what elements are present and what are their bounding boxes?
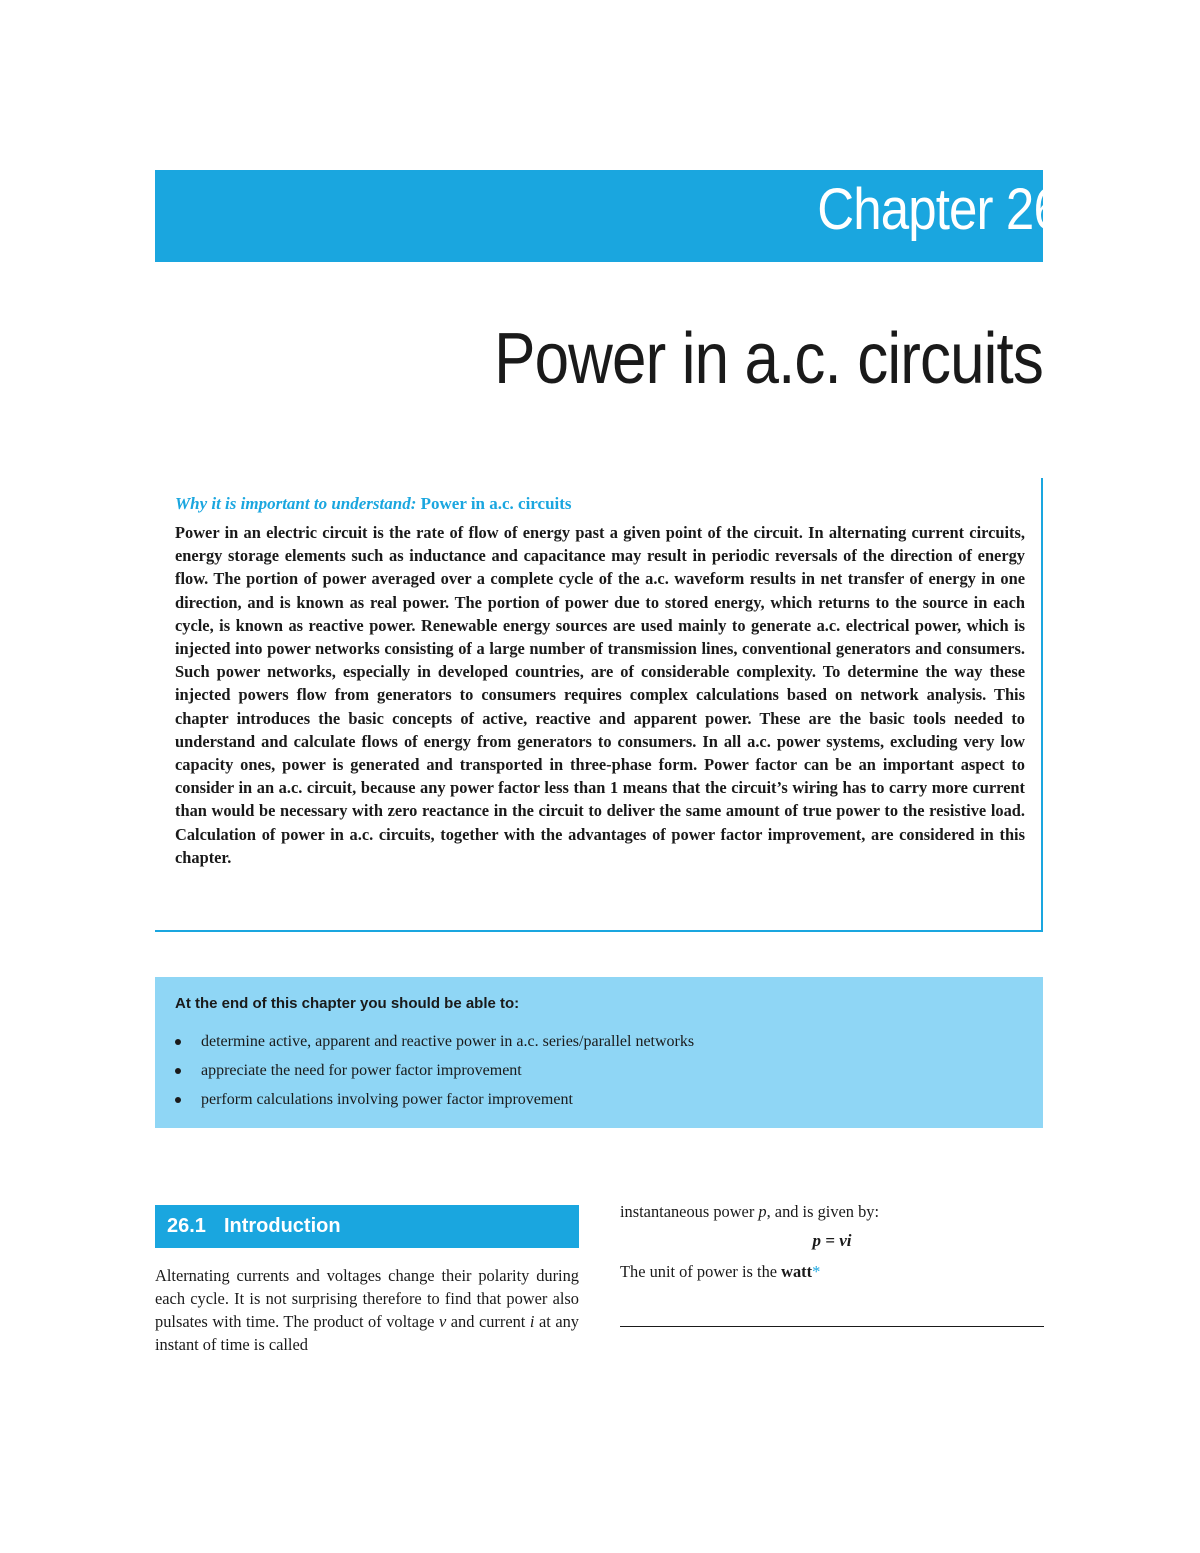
why-body-text: Power in an electric circuit is the rate of flow of energy past a given point of the circuit. In alternating current circuits, energy storage elements such as inductance and capacitance may result in periodic reversals of the direction of energy flow. The portion of power averaged over a complete cycle of the a.c. waveform results in net transfer of energy in one direction, and is known as real power. The portion of power due to stored energy, which returns to the source in each cycle, is known as reactive power. Renewable energy sources are used mainly to generate a.c. electrical power, which is injected into power networks consisting of a large number of transmission lines, conventional generators and consumers. Such power networks, especially in developed countries, are of considerable complexity. To determine the way these injected powers flow from generators to consumers requires complex calculations based on network analysis. This chapter introduces the basic concepts of active, reactive and apparent power. These are the basic tools needed to understand and calculate flows of energy from generators to consumers. In all a.c. power systems, excluding very low capacity ones, power is generated and transported in three-phase form. Power factor can be an important aspect to consider in an a.c. circuit, because any power factor less than 1 means that the circuit’s wiring has to carry more current than would be necessary with zero reactance in the circuit to deliver the same amount of true power to the resistive load. Calculation of power in a.c. circuits, together with the advantages of power factor improvement, are considered in this chapter. <box>175 523 1025 867</box>
box-border-right <box>1041 478 1043 932</box>
chapter-title: Power in a.c. circuits <box>494 319 1043 399</box>
section-number: 26.1 <box>167 1215 206 1237</box>
unit-watt: watt <box>781 1262 813 1281</box>
bullet-icon <box>175 1039 181 1045</box>
right-column-text <box>620 1200 1044 1283</box>
why-heading-prefix: Why it is important to understand: <box>175 494 417 513</box>
unit-of-power-line: The unit of power is the watt* <box>620 1262 821 1281</box>
chapter-number: Chapter 26 <box>817 177 1061 242</box>
section-title <box>167 1215 341 1238</box>
why-heading-topic: Power in a.c. circuits <box>420 494 572 513</box>
learning-objectives-box <box>155 977 1043 1128</box>
instantaneous-power-line: instantaneous power p, and is given by: <box>620 1202 880 1221</box>
section-name: Introduction <box>223 1215 341 1237</box>
section-heading-bar <box>155 1205 579 1248</box>
variable-v: v <box>438 1312 447 1331</box>
objectives-heading: At the end of this chapter you should be able to: <box>175 995 520 1012</box>
footnote-marker[interactable]: * <box>812 1262 821 1281</box>
objectives-list <box>175 1027 694 1114</box>
objective-item: appreciate the need for power factor improvement <box>175 1056 694 1085</box>
objective-item: determine active, apparent and reactive power in a.c. series/parallel networks <box>175 1027 694 1056</box>
bullet-icon <box>175 1068 181 1074</box>
variable-p: p <box>758 1202 767 1221</box>
footnote-divider <box>620 1326 1044 1327</box>
variable-i: i <box>529 1312 535 1331</box>
objective-item: perform calculations involving power factor improvement <box>175 1085 694 1114</box>
why-heading <box>175 494 572 514</box>
left-column-text: Alternating currents and voltages change their polarity during each cycle. It is not surprising therefore to find that power also pulsates with time. The product of voltage v and current i at any instant of time is called <box>155 1266 579 1354</box>
why-important-box <box>155 478 1043 932</box>
bullet-icon <box>175 1097 181 1103</box>
power-formula: p = vi <box>812 1231 852 1250</box>
box-border-bottom <box>155 930 1043 932</box>
